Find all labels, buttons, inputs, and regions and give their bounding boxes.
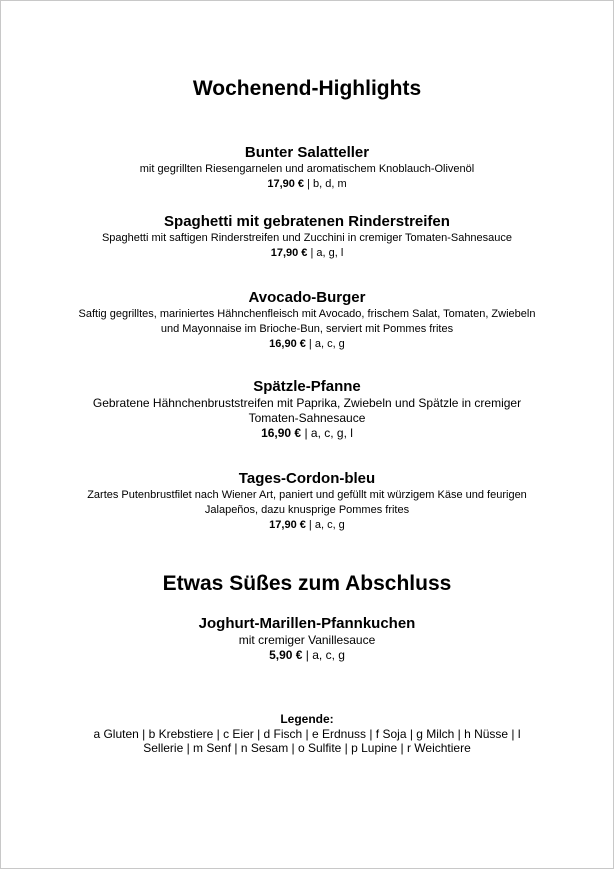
menu-item-tages-cordon-bleu: [1, 470, 613, 533]
item-price-line: [1, 337, 613, 352]
item-description: mit cremiger Vanillesauce: [238, 633, 376, 647]
item-allergens: | a, g, l: [307, 247, 344, 259]
item-price-line: [1, 518, 613, 533]
item-allergens: | a, c, g, l: [301, 426, 353, 440]
item-name: Bunter Salatteller: [244, 144, 370, 161]
item-price: 16,90 €: [269, 338, 306, 350]
item-description: Gebratene Hähnchenbruststreifen mit Paprika, Zwiebeln und Spätzle in cremiger Tomaten-Sahnesauce: [92, 396, 522, 425]
allergen-legend: [1, 712, 613, 755]
item-description: Spaghetti mit saftigen Rinderstreifen und Zucchini in cremiger Tomaten-Sahnesauce: [101, 232, 513, 244]
item-allergens: | a, c, g: [305, 519, 345, 531]
menu-item-avocado-burger: [1, 289, 613, 352]
item-description: Saftig gegrilltes, mariniertes Hähnchenfleisch mit Avocado, frischem Salat, Tomaten, Zwiebeln und Mayonnaise im Brioche-Bun, serviert mit Pommes frites: [78, 308, 536, 335]
item-name: Avocado-Burger: [248, 289, 366, 306]
item-allergens: | a, c, g: [302, 648, 345, 662]
item-price-line: [1, 246, 613, 261]
item-name: Joghurt-Marillen-Pfannkuchen: [198, 615, 416, 632]
item-price-line: [1, 177, 613, 192]
section-title-weekend-highlights: Wochenend-Highlights: [192, 77, 422, 100]
item-price: 17,90 €: [269, 519, 306, 531]
menu-item-spaghetti: [1, 213, 613, 261]
item-price: 16,90 €: [261, 426, 302, 440]
item-name: Spaghetti mit gebratenen Rinderstreifen: [164, 213, 450, 230]
legend-title: Legende:: [280, 712, 334, 726]
item-price-line: [1, 426, 613, 441]
item-name: Spätzle-Pfanne: [253, 378, 361, 395]
item-allergens: | a, c, g: [305, 338, 345, 350]
item-description: mit gegrillten Riesengarnelen und aromatischem Knoblauch-Olivenöl: [139, 163, 475, 175]
menu-item-spaetzle-pfanne: [1, 378, 613, 441]
item-price: 17,90 €: [270, 247, 308, 259]
menu-item-joghurt-marillen-pfannkuchen: [1, 615, 613, 663]
menu-item-bunter-salatteller: [1, 144, 613, 192]
item-name: Tages-Cordon-bleu: [238, 470, 376, 487]
item-price-line: [1, 648, 613, 663]
legend-text: a Gluten | b Krebstiere | c Eier | d Fisch | e Erdnuss | f Soja | g Milch | h Nüsse | l Sellerie | m Senf | n Sesam | o Sulfite | p Lupine | r Weichtiere: [93, 727, 521, 755]
item-price: 5,90 €: [269, 648, 303, 662]
section-title-dessert: Etwas Süßes zum Abschluss: [162, 572, 452, 595]
item-description: Zartes Putenbrustfilet nach Wiener Art, paniert und gefüllt mit würzigem Käse und feurigen Jalapeños, dazu knusprige Pommes frites: [87, 489, 527, 516]
item-allergens: | b, d, m: [304, 178, 347, 190]
item-price: 17,90 €: [267, 178, 305, 190]
